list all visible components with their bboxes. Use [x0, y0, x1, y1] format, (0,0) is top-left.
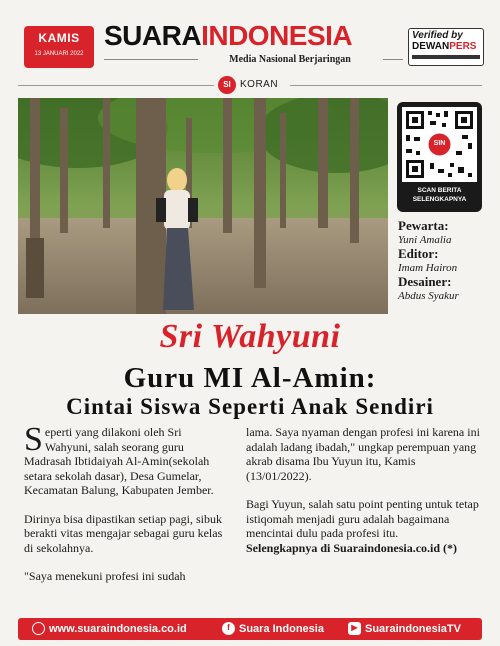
forest-photo	[18, 98, 388, 314]
facebook-text: Suara Indonesia	[239, 622, 324, 635]
qr-card[interactable]	[397, 102, 482, 212]
brand-logo[interactable]	[104, 20, 352, 52]
tagline: Media Nasional Berjaringan	[229, 54, 351, 65]
article-photo	[18, 98, 388, 314]
pers-text: PERS	[449, 41, 477, 52]
date-day: KAMIS	[38, 31, 80, 45]
section-row	[0, 76, 500, 96]
credit-value: Abdus Syakur	[398, 290, 459, 302]
divider	[290, 85, 482, 86]
qr-caption	[402, 186, 477, 204]
dropcap: S	[24, 421, 43, 458]
date-text: 13 JANUARI 2022	[34, 51, 84, 57]
article-paragraph: "Saya menekuni profesi ini sudah	[24, 569, 186, 583]
footer-facebook[interactable]	[222, 622, 324, 635]
section-label: KORAN	[240, 79, 279, 90]
footer-tv[interactable]	[348, 622, 461, 635]
footer-website[interactable]	[32, 622, 187, 635]
headline-line1: Guru MI Al-Amin:	[123, 362, 377, 394]
article-paragraph: lama. Saya nyaman dengan profesi ini karena ini adalah ladang ibadah," ungkap perempuan yang akrab disama Ibu Yuyun itu, Kamis (13/01/2022).	[246, 425, 480, 483]
qr-caption-line1: SCAN BERITA	[417, 187, 462, 194]
read-more-link[interactable]: Selengkapnya di Suaraindonesia.co.id (*)	[246, 540, 458, 555]
brand-part2: INDONESIA	[201, 20, 353, 51]
brand-part1: SUARA	[104, 20, 202, 51]
play-icon: ▶	[348, 622, 361, 635]
verified-bar	[412, 55, 480, 59]
headline-line2: Cintai Siswa Seperti Anak Sendiri	[66, 394, 434, 419]
credits	[398, 218, 490, 302]
article-paragraph	[24, 421, 230, 498]
dewan-text: DEWAN	[412, 41, 450, 52]
website-text: www.suaraindonesia.co.id	[49, 622, 187, 635]
subject-name: Sri Wahyuni	[159, 318, 341, 355]
article-column-right	[246, 425, 484, 570]
globe-icon	[32, 622, 45, 635]
divider	[104, 59, 198, 60]
dewan-pers-label	[412, 41, 480, 52]
credit-value: Yuni Amalia	[398, 234, 452, 246]
article-paragraph: Bagi Yuyun, salah satu point penting untuk tetap istiqomah menjadi guru adalah bagaimana mencintai dulu pada profesi itu.	[246, 497, 479, 540]
tv-text: SuaraindonesiaTV	[365, 622, 461, 635]
qr-caption-line2: SELENGKAPNYA	[412, 196, 467, 203]
credit-label: Editor:	[398, 246, 439, 261]
article-paragraph: Dirinya bisa dipastikan setiap pagi, sibuk berakti vitas mengajar sebagai guru kelas di sekolahnya.	[24, 511, 223, 555]
facebook-icon: f	[222, 622, 235, 635]
date-badge	[24, 26, 94, 68]
qr-code-icon[interactable]	[402, 107, 477, 182]
credit-value: Imam Hairon	[398, 262, 458, 274]
footer-bar	[18, 618, 482, 640]
paragraph-text: eperti yang dilakoni oleh Sri Wahyuni, salah seorang guru Madrasah Ibtidaiyah Al-Amin(sekolah setara sekolah dasar), Desa Gumelar, Kecamatan Balung, Kabupaten Jember.	[24, 425, 214, 497]
credit-label: Desainer:	[398, 274, 452, 289]
verified-badge	[408, 28, 484, 66]
si-logo-icon: SI	[218, 76, 236, 94]
divider	[18, 85, 214, 86]
article-column-left	[24, 421, 230, 598]
verified-label: Verified by	[412, 30, 463, 41]
credit-label: Pewarta:	[398, 218, 449, 233]
divider	[383, 59, 403, 60]
qr-logo: SIN	[433, 140, 446, 147]
